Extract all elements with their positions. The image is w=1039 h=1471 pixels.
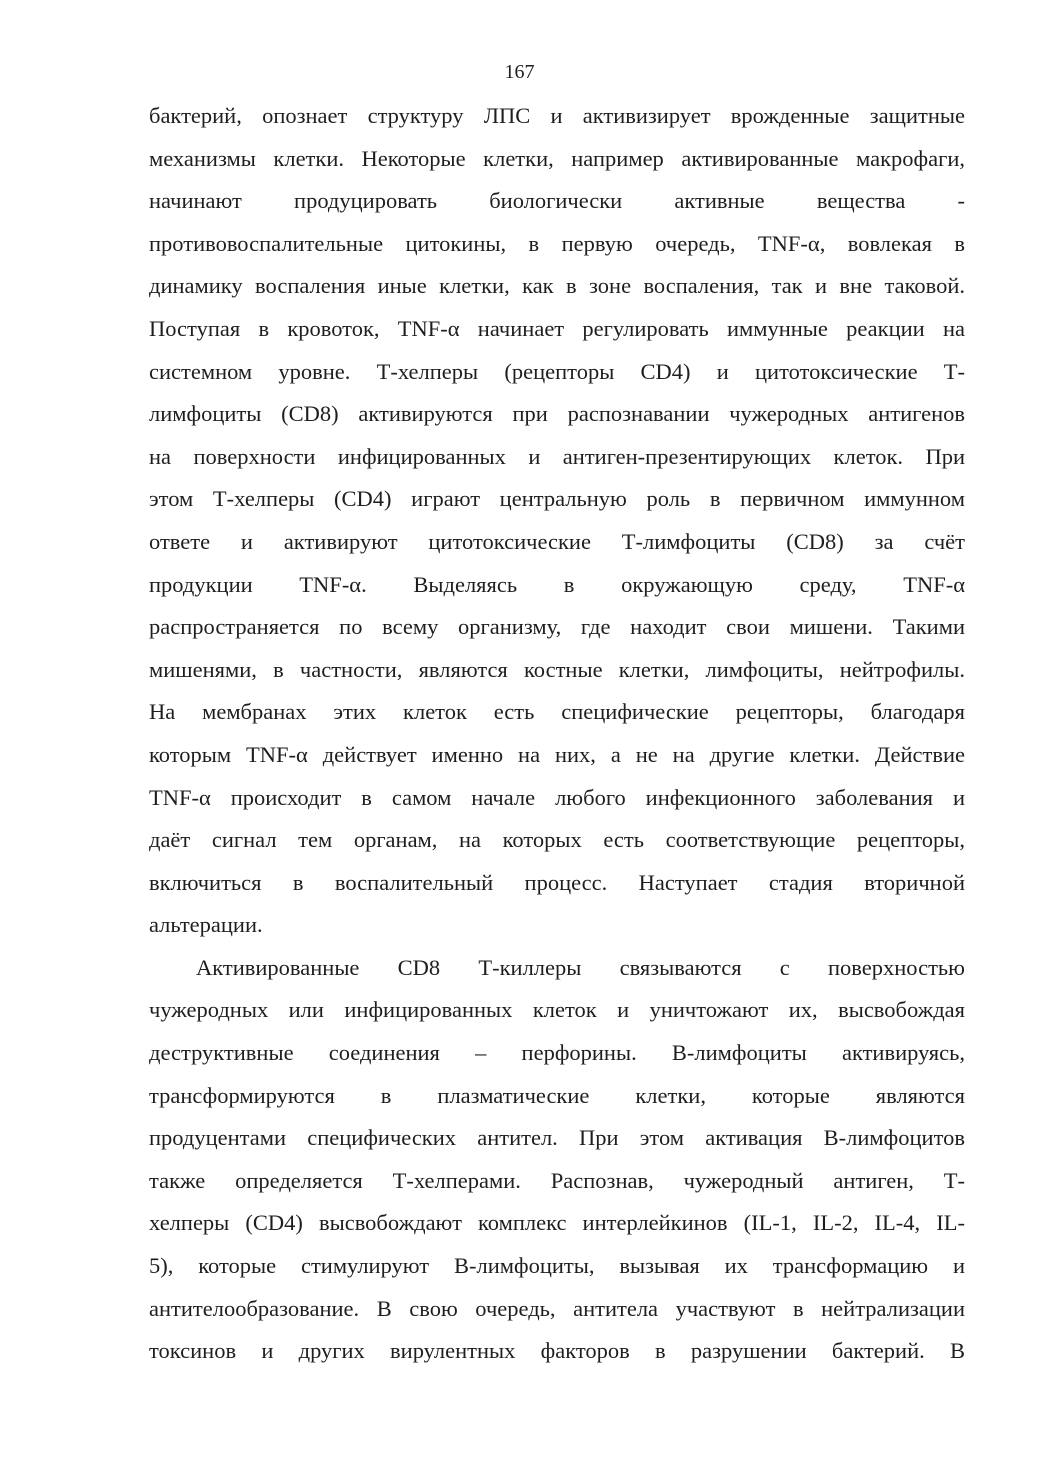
text-line: также определяется Т-хелперами. Распознав, чужеродный антиген, Т- (149, 1167, 965, 1193)
text-line: динамику воспаления иные клетки, как в зоне воспаления, так и вне таковой. (149, 273, 965, 299)
text-line: которым TNF-α действует именно на них, а не на другие клетки. Действие (149, 741, 965, 767)
text-line: Поступая в кровоток, TNF-α начинает регулировать иммунные реакции на (149, 315, 965, 341)
text-line: хелперы (CD4) высвобождают комплекс интерлейкинов (IL-1, IL-2, IL-4, IL- (149, 1210, 965, 1236)
text-line: включиться в воспалительный процесс. Наступает стадия вторичной (149, 869, 965, 895)
body-text (149, 95, 965, 1373)
text-line: мишенями, в частности, являются костные клетки, лимфоциты, нейтрофилы. (149, 656, 965, 682)
text-line: лимфоциты (CD8) активируются при распознавании чужеродных антигенов (149, 401, 965, 427)
text-line: даёт сигнал тем органам, на которых есть соответствующие рецепторы, (149, 827, 965, 853)
text-line: противовоспалительные цитокины, в первую очередь, TNF-α, вовлекая в (149, 230, 965, 256)
text-line: начинают продуцировать биологически активные вещества - (149, 188, 965, 214)
text-line: трансформируются в плазматические клетки, которые являются (149, 1082, 965, 1108)
text-line: продукции TNF-α. Выделяясь в окружающую среду, TNF-α (149, 571, 965, 597)
text-line: деструктивные соединения – перфорины. В-лимфоциты активируясь, (149, 1040, 965, 1066)
text-line: распространяется по всему организму, где находит свои мишени. Такими (149, 614, 965, 640)
text-line: Активированные CD8 Т-киллеры связываются с поверхностью (196, 954, 965, 980)
text-line: продуцентами специфических антител. При этом активация В-лимфоцитов (149, 1125, 965, 1151)
text-line: На мембранах этих клеток есть специфические рецепторы, благодаря (149, 699, 965, 725)
text-line: TNF-α происходит в самом начале любого инфекционного заболевания и (149, 784, 965, 810)
text-line: на поверхности инфицированных и антиген-презентирующих клеток. При (149, 443, 965, 469)
text-line: токсинов и других вирулентных факторов в разрушении бактерий. В (149, 1338, 965, 1364)
text-line: антителообразование. В свою очередь, антитела участвуют в нейтрализации (149, 1295, 965, 1321)
text-line: этом Т-хелперы (CD4) играют центральную роль в первичном иммунном (149, 486, 965, 512)
text-line: чужеродных или инфицированных клеток и уничтожают их, высвобождая (149, 997, 965, 1023)
text-line: альтерации. (149, 912, 263, 938)
text-line: 5), которые стимулируют В-лимфоциты, вызывая их трансформацию и (149, 1253, 965, 1279)
text-line: бактерий, опознает структуру ЛПС и активизирует врожденные защитные (149, 103, 965, 128)
page-number: 167 (504, 61, 535, 83)
text-line: ответе и активируют цитотоксические Т-лимфоциты (CD8) за счёт (149, 528, 965, 554)
text-line: системном уровне. Т-хелперы (рецепторы CD4) и цитотоксические Т- (149, 358, 965, 384)
text-line: механизмы клетки. Некоторые клетки, например активированные макрофаги, (149, 145, 965, 171)
